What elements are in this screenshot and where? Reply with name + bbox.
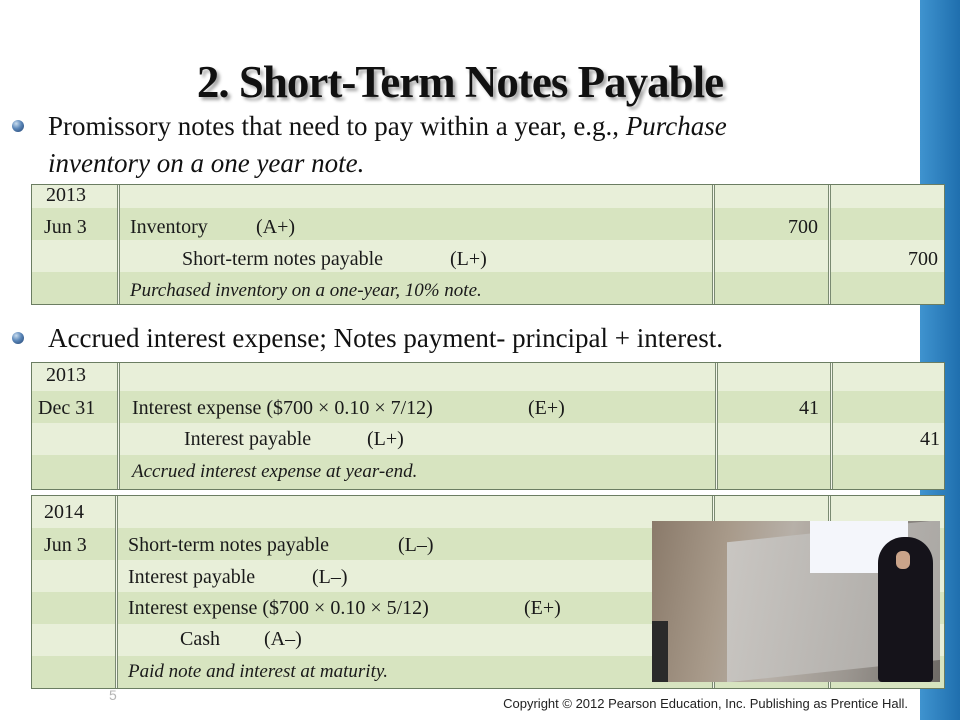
entry-year: 2013 [46,364,86,386]
column-divider [115,496,118,688]
table-row [32,240,944,272]
column-divider [828,185,831,304]
bullet-1-text [48,108,727,182]
slide-title: 2. Short-Term Notes Payable [196,57,724,107]
entry-explanation: Purchased inventory on a one-year, 10% note. [130,280,482,301]
table-row [32,423,944,455]
account-code: (L–) [312,566,348,588]
entry-date: Jun 3 [44,534,87,556]
account-code: (L+) [450,248,487,270]
journal-entry-2 [31,362,945,490]
table-row [32,185,944,208]
presenter-face-image [896,551,910,569]
copyright-notice: Copyright © 2012 Pearson Education, Inc. Publishing as Prentice Hall. [503,696,908,711]
debit-amount: 700 [788,216,818,238]
account-name: Short-term notes payable [128,534,330,556]
column-divider [830,363,833,489]
account-code: (L+) [367,428,404,450]
account-code: (A–) [264,628,302,650]
column-divider [712,185,715,304]
bullet-1-marker [12,120,24,132]
presenter-video-overlay [652,521,940,682]
account-name: Cash [180,628,220,650]
account-name: Interest expense ($700 × 0.10 × 5/12) [128,597,429,619]
account-code: (A+) [256,216,296,238]
credit-amount: 700 [908,248,938,270]
column-divider [117,363,120,489]
entry-year: 2014 [44,501,84,523]
page-number: 5 [109,687,117,703]
account-code: (E+) [524,597,561,619]
table-row [32,363,944,391]
bullet-1-line1: Promissory notes that need to pay within a year, e.g., [48,111,626,141]
entry-explanation: Paid note and interest at maturity. [128,661,388,682]
bullet-2-marker [12,332,24,344]
entry-date: Dec 31 [38,397,96,419]
credit-amount: 41 [920,428,940,450]
entry-year: 2013 [46,184,86,206]
account-name: Interest expense ($700 × 0.10 × 7/12) [132,397,433,419]
bullet-1-line2-italic: inventory on a one year note. [48,148,365,178]
account-name: Interest payable [128,566,256,588]
account-code: (E+) [528,397,565,419]
bullet-2-text: Accrued interest expense; Notes payment- principal + interest. [48,323,723,353]
bullet-1-line1-italic: Purchase [625,111,727,141]
account-name: Short-term notes payable [182,248,384,270]
entry-date: Jun 3 [44,216,87,238]
debit-amount: 41 [799,397,819,419]
account-name: Inventory [130,216,208,238]
column-divider [715,363,718,489]
chair-image [652,621,668,682]
column-divider [117,185,120,304]
journal-entry-1 [31,184,945,305]
account-name: Interest payable [184,428,312,450]
entry-explanation: Accrued interest expense at year-end. [132,461,418,482]
account-code: (L–) [398,534,434,556]
